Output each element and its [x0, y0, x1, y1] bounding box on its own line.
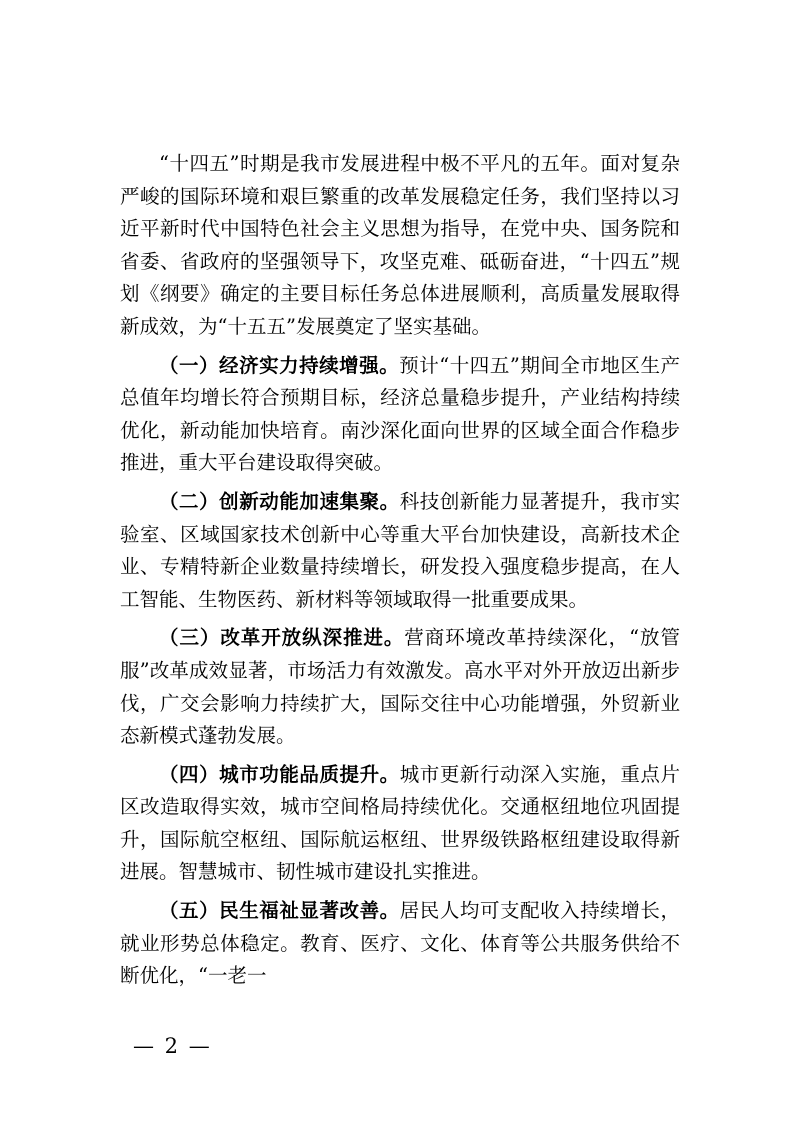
section-body-4: 城市更新行动深入实施，重点片区改造取得实效，城市空间格局持续优化。交通枢纽地位巩固提升，国际航空枢纽、国际航运枢纽、世界级铁路枢纽建设取得新进展。智慧城市、韧性城市建设扎实推进。: [120, 762, 680, 884]
section-paragraph-5: [120, 895, 680, 993]
section-heading-3: （三）改革开放纵深推进。: [159, 626, 405, 650]
section-paragraph-4: [120, 759, 680, 889]
section-heading-2: （二）创新动能加速集聚。: [159, 489, 400, 513]
section-heading-1: （一）经济实力持续增强。: [159, 353, 400, 377]
section-heading-5: （五）民生福祉显著改善。: [159, 899, 400, 923]
section-heading-4: （四）城市功能品质提升。: [159, 762, 400, 786]
section-body-2: 科技创新能力显著提升，我市实验室、区域国家技术创新中心等重大平台加快建设，高新技术企业、专精特新企业数量持续增长，研发投入强度稳步提高，在人工智能、生物医药、新材料等领域取得一批重要成果。: [120, 489, 680, 611]
page-number: — 2 —: [133, 1034, 212, 1058]
section-paragraph-2: [120, 486, 680, 616]
section-body-5: 居民人均可支配收入持续增长，就业形势总体稳定。教育、医疗、文化、体育等公共服务供给不断优化，“一老一: [120, 899, 680, 988]
section-body-1: 预计“十四五”期间全市地区生产总值年均增长符合预期目标，经济总量稳步提升，产业结构持续优化，新动能加快培育。南沙深化面向世界的区域全面合作稳步推进，重大平台建设取得突破。: [120, 353, 680, 475]
intro-paragraph: “十四五”时期是我市发展进程中极不平凡的五年。面对复杂严峻的国际环境和艰巨繁重的改革发展稳定任务，我们坚持以习近平新时代中国特色社会主义思想为指导，在党中央、国务院和省委、省政府的坚强领导下，攻坚克难、砥砺奋进，“十四五”规划《纲要》确定的主要目标任务总体进展顺利，高质量发展取得新成效，为“十五五”发展奠定了坚实基础。: [120, 152, 680, 338]
section-paragraph-3: [120, 622, 680, 752]
body-text: [120, 148, 680, 993]
section-paragraph-1: [120, 350, 680, 480]
section-body-3: 营商环境改革持续深化，“放管服”改革成效显著，市场活力有效激发。高水平对外开放迈出新步伐，广交会影响力持续扩大，国际交往中心功能增强，外贸新业态新模式蓬勃发展。: [120, 626, 680, 748]
